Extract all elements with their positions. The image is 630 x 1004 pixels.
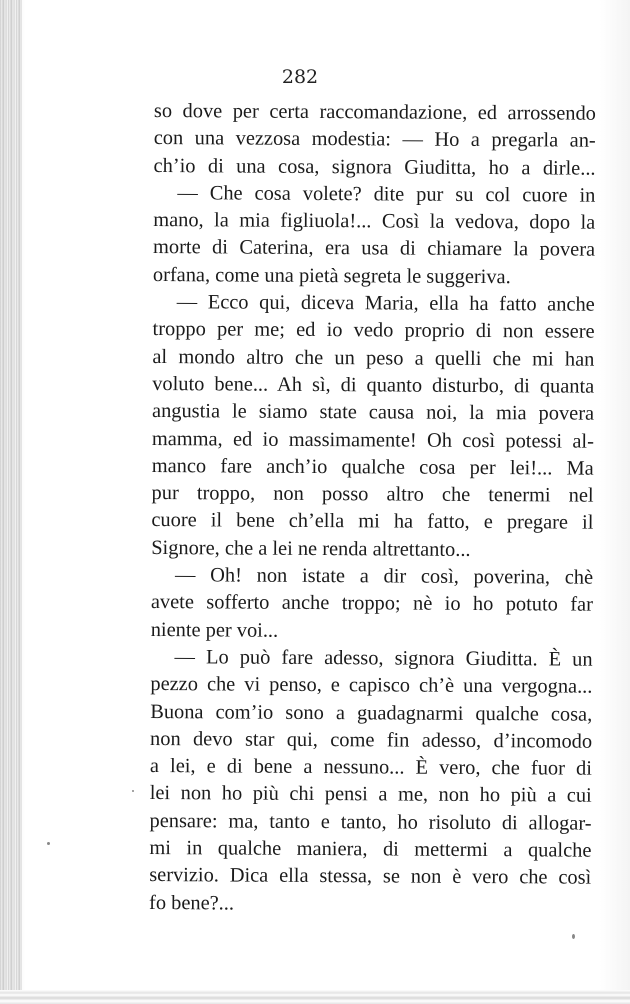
text-line: servizio. Dica ella stessa, se non è vero che così (149, 864, 592, 889)
text-line: angustia le siamo state causa noi, la mia povera (152, 400, 595, 425)
text-line: a lei, e di bene a nessuno... È vero, che fuor di (149, 755, 592, 780)
text-line: manco fare anch’io qualche cosa per lei!... Ma (151, 454, 594, 480)
text-line: Buona com’io sono a guadagnarmi qualche cosa, (150, 700, 593, 726)
book-spine-shadow (0, 0, 22, 1004)
page-number: 282 (281, 66, 319, 88)
paper-speck (132, 790, 134, 792)
text-line: avete sofferto anche troppo; nè io ho potuto far (150, 591, 593, 617)
text-line: niente per voi... (150, 618, 279, 642)
text-line: con una vezzosa modestia: — Ho a pregarla an- (153, 127, 596, 152)
text-line: mi in qualche maniera, di mettermi a qualche (149, 837, 592, 862)
text-line: pur troppo, non posso altro che tenermi nel (151, 482, 594, 507)
paper-speck (572, 934, 575, 939)
text-line: mamma, ed io massimamente! Oh così potessi al- (151, 427, 594, 453)
text-line: — Ecco qui, diceva Maria, ella ha fatto anche (176, 291, 595, 316)
body-text (149, 98, 596, 920)
text-line: Signore, che a lei ne renda altrettanto... (151, 536, 471, 561)
text-line: non devo star qui, come fin adesso, d’incomodo (150, 727, 593, 753)
text-line: pensare: ma, tanto e tanto, ho risoluto di allogar- (149, 809, 592, 835)
text-line: pezzo che vi penso, e capisco ch’è una vergogna... (150, 673, 593, 698)
text-line: fo bene?... (149, 891, 235, 915)
text-line: troppo per me; ed io vedo proprio di non essere (152, 318, 595, 344)
text-line: orfana, come una pietà segreta le suggeriva. (152, 263, 511, 288)
text-line: mano, la mia figliuola!... Così la vedova, dopo la (153, 209, 596, 234)
text-line: — Lo può fare adesso, signora Giuditta. È un (174, 646, 593, 671)
text-line: — Oh! non istate a dir così, poverina, chè (175, 564, 594, 589)
text-line: morte di Caterina, era usa di chiamare la povera (153, 236, 596, 262)
text-line: — Che cosa volete? dite pur su col cuore in (177, 182, 596, 207)
text-line: cuore il bene ch’ella mi ha fatto, e pregare il (151, 509, 594, 535)
page-bottom-edge (0, 990, 630, 1004)
text-line: voluto bene... Ah sì, di quanto disturbo, di quanta (152, 372, 595, 398)
paper-speck (47, 842, 50, 845)
text-line: ch’io di una cosa, signora Giuditta, ho a dirle... (153, 154, 596, 180)
text-line: so dove per certa raccomandazione, ed arrossendo (153, 99, 596, 125)
text-line: al mondo altro che un peso a quelli che mi han (152, 345, 595, 371)
text-line: lei non ho più chi pensi a me, non ho più a cui (149, 782, 592, 808)
